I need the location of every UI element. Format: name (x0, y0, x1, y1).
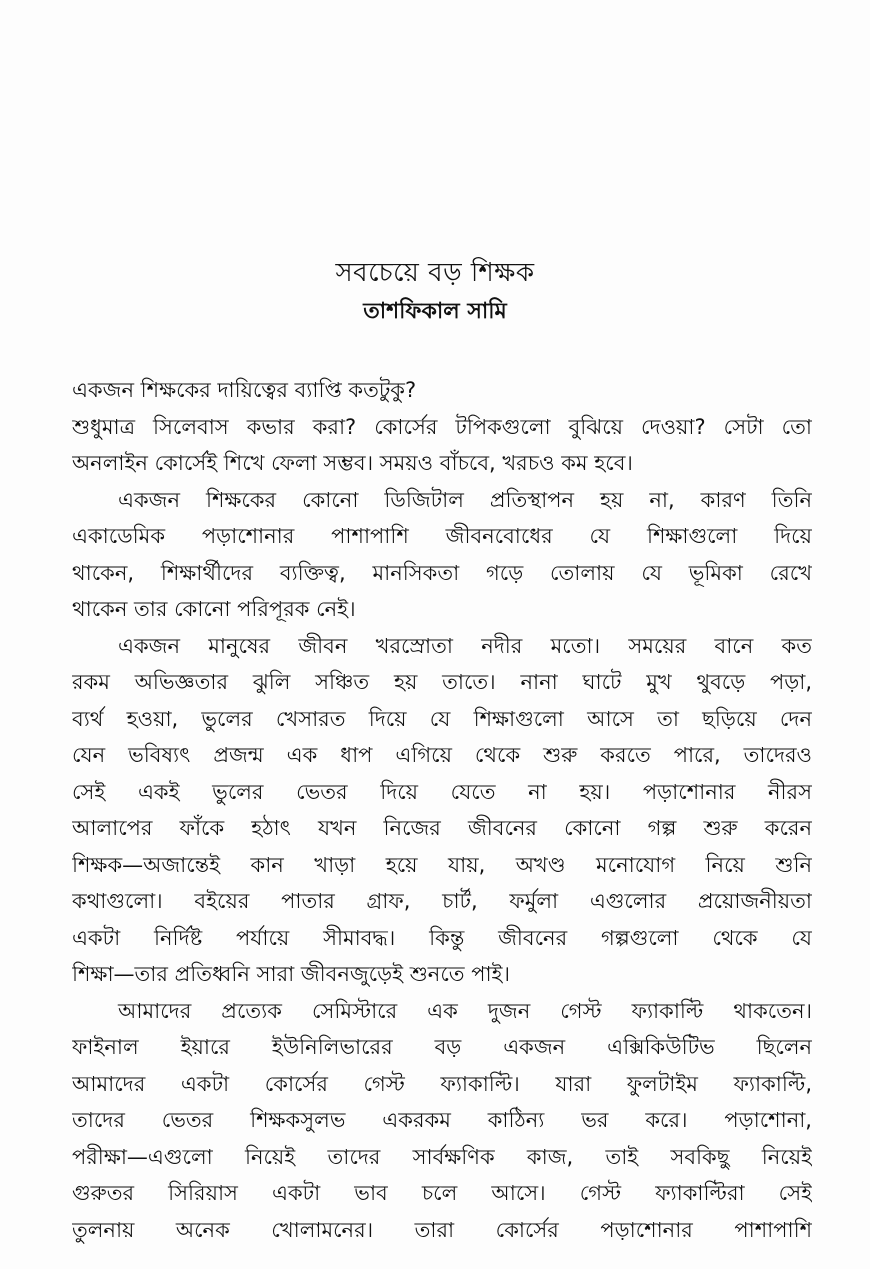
text-line: আমাদের প্রত্যেক সেমিস্টারে এক দুজন গেস্ট ফ্যাকাল্টি থাকতেন। (118, 998, 812, 1023)
text-line: থাকেন তার কোনো পরিপূরক নেই। (72, 597, 356, 621)
text-line: অনলাইন কোর্সেই শিখে ফেলা সম্ভব। সময়ও বাঁচবে, খরচও কম হবে। (72, 451, 633, 475)
text-line: থাকেন, শিক্ষার্থীদের ব্যক্তিত্ব, মানসিকতা গড়ে তোলায় যে ভূমিকা রেখে (72, 560, 812, 585)
text-line: তাদের ভেতর শিক্ষকসুলভ একরকম কাঠিন্য ভর করে। পড়াশোনা, (72, 1108, 812, 1132)
chapter-title: সবচেয়ে বড় শিক্ষক (335, 258, 535, 288)
text-line: আমাদের একটা কোর্সের গেস্ট ফ্যাকাল্টি। যারা ফুলটাইম ফ্যাকাল্টি, (72, 1071, 812, 1096)
text-line: ব্যর্থ হওয়া, ভুলের খেসারত দিয়ে যে শিক্ষাগুলো আসে তা ছড়িয়ে দেন (72, 706, 812, 731)
text-line: একজন মানুষের জীবন খরস্রোতা নদীর মতো। সময়ের বানে কত (118, 633, 812, 658)
text-line: আলাপের ফাঁকে হঠাৎ যখন নিজের জীবনের কোনো গল্প শুরু করেন (72, 816, 812, 840)
text-line: গুরুতর সিরিয়াস একটা ভাব চলে আসে। গেস্ট ফ্যাকাল্টিরা সেই (72, 1181, 812, 1205)
text-line: পরীক্ষা—এগুলো নিয়েই তাদের সার্বক্ষণিক কাজ, তাই সবকিছু নিয়েই (72, 1144, 812, 1169)
text-line: একটা নির্দিষ্ট পর্যায়ে সীমাবদ্ধ। কিন্তু জীবনের গল্পগুলো থেকে যে (72, 925, 812, 950)
text-line: ফাইনাল ইয়ারে ইউনিলিভারের বড় একজন এক্সিকিউটিভ ছিলেন (72, 1035, 812, 1059)
chapter-author: তাশফিকাল সামি (363, 299, 507, 324)
text-line: একজন শিক্ষকের কোনো ডিজিটাল প্রতিস্থাপন হয় না, কারণ তিনি (118, 487, 812, 512)
text-line: শিক্ষা—তার প্রতিধ্বনি সারা জীবনজুড়েই শুনতে পাই। (72, 962, 510, 986)
text-line: সেই একই ভুলের ভেতর দিয়ে যেতে না হয়। পড়াশোনার নীরস (72, 779, 812, 804)
text-line: শুধুমাত্র সিলেবাস কভার করা? কোর্সের টপিকগুলো বুঝিয়ে দেওয়া? সেটা তো (72, 414, 812, 439)
body-text (72, 372, 812, 1248)
text-line: একাডেমিক পড়াশোনার পাশাপাশি জীবনবোধের যে শিক্ষাগুলো দিয়ে (72, 524, 812, 548)
text-line: একজন শিক্ষকের দায়িত্বের ব্যাপ্তি কতটুকু? (72, 378, 417, 402)
text-line: রকম অভিজ্ঞতার ঝুলি সঞ্চিত হয় তাতে। নানা ঘাটে মুখ থুবড়ে পড়া, (72, 670, 812, 694)
text-line: তুলনায় অনেক খোলামনের। তারা কোর্সের পড়াশোনার পাশাপাশি (72, 1217, 812, 1242)
text-line: শিক্ষক—অজান্তেই কান খাড়া হয়ে যায়, অখণ্ড মনোযোগ নিয়ে শুনি (72, 852, 812, 877)
text-line: কথাগুলো। বইয়ের পাতার গ্রাফ, চার্ট, ফর্মুলা এগুলোর প্রয়োজনীয়তা (72, 889, 812, 913)
text-line: যেন ভবিষ্যৎ প্রজন্ম এক ধাপ এগিয়ে থেকে শুরু করতে পারে, তাদেরও (72, 743, 812, 767)
